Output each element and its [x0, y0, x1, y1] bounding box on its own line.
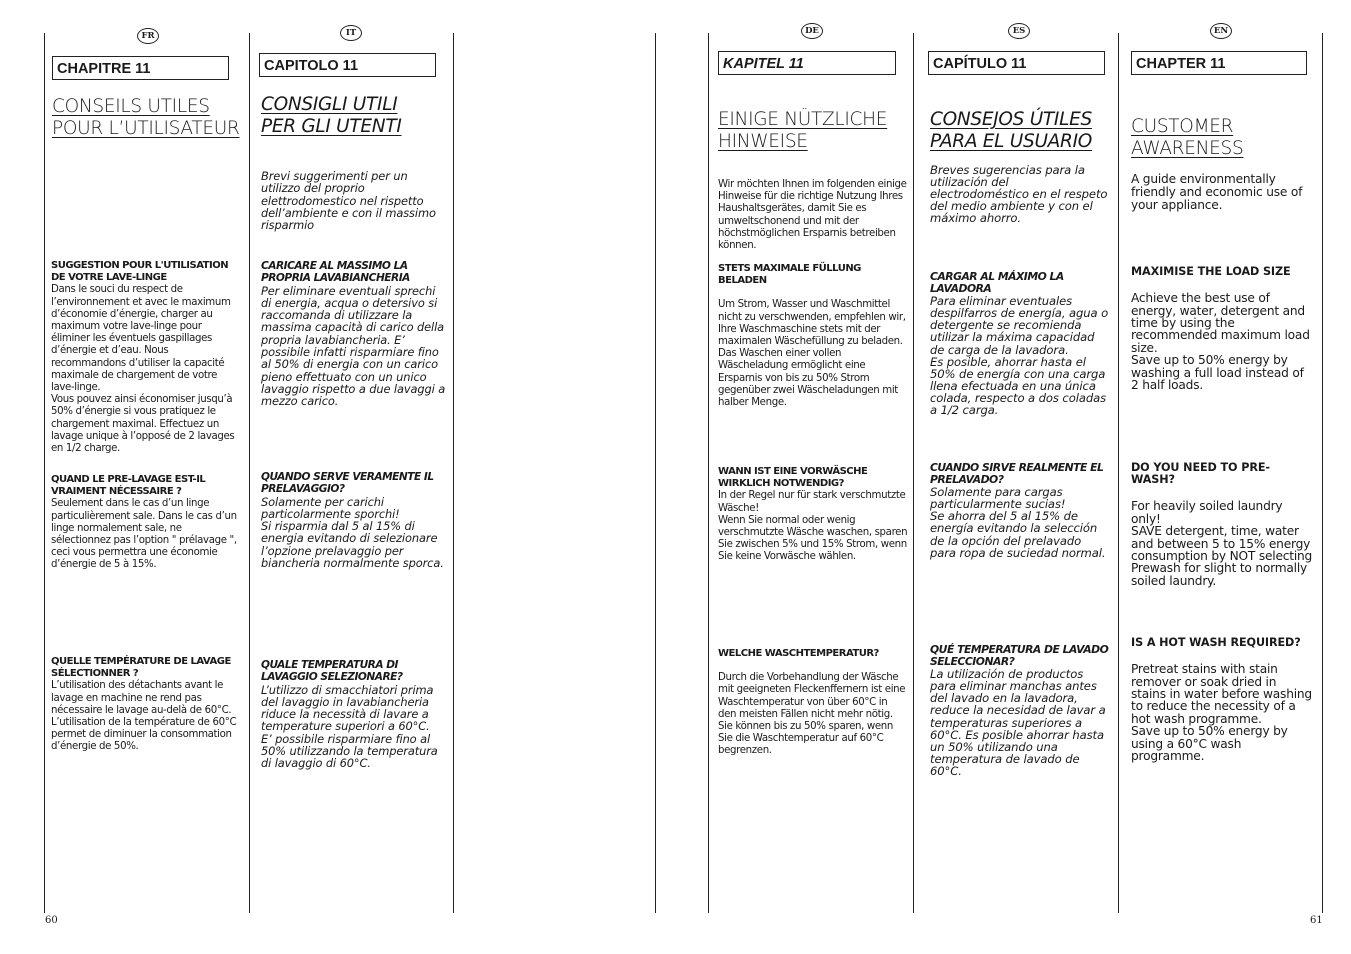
section-title-line-2: AWARENESS [1131, 138, 1244, 159]
column-divider [453, 33, 454, 913]
subheading: QUELLE TEMPÉRATURE DE LAVAGE SÉLECTIONNER ? [51, 656, 231, 680]
subheading: IS A HOT WASH REQUIRED? [1131, 636, 1301, 649]
language-badge-fr: FR [137, 28, 159, 44]
column-divider [249, 33, 250, 913]
page-number-left: 60 [45, 915, 58, 926]
intro-paragraph: Wir möchten Ihnen im folgenden einige Hinweise für die richtige Nutzung Ihres Haushaltsgerätes, damit Sie es umweltschonend und mit der höchstmöglichen Ersparnis betreiben können. [718, 179, 907, 252]
paragraph: Solamente per carichi particolarmente sporchi! Si risparmia dal 5 al 15% di energia evitando di selezionare l’opzione prelavaggio per biancheria normalmente sporca. [261, 494, 444, 571]
language-badge-es: ES [1008, 23, 1030, 39]
subheading: CUANDO SIRVE REALMENTE EL PRELAVADO? [930, 461, 1104, 487]
paragraph: Seulement dans le cas d’un linge particulièrement sale. Dans le cas d’un linge normalement sale, ne sélectionnez pas l’option " prélavage ", ceci vous permettra une économie d’énergie de 5 à 15%. [51, 498, 237, 571]
subheading: STETS MAXIMALE FÜLLUNG BELADEN [718, 263, 861, 287]
subheading: QUÉ TEMPERATURA DE LAVADO SELECCIONAR? [930, 643, 1109, 669]
section-title-de [718, 109, 887, 153]
paragraph: Pretreat stains with stain remover or soak dried in stains in water before washing to reduce the necessity of a hot wash programme. Save up to 50% energy by using a 60°C wash programme. [1131, 662, 1312, 764]
chapter-box-es: CAPÍTULO 11 [928, 51, 1105, 75]
paragraph: L’utilizzo di smacchiatori prima del lavaggio in lavabiancheria riduce la necessità di lavare a temperature superiori a 60°C. E’ possibile risparmiare fino al 50% utilizzando la temperatura di lavaggio di 60°C. [261, 682, 438, 771]
paragraph: L’utilisation des détachants avant le lavage en machine ne rend pas nécessaire le lavage au-delà de 60°C. L’utilisation de la température de 60°C permet de diminuer la consommation d’énergie de 50%. [51, 680, 237, 753]
page-number-right: 61 [1310, 915, 1323, 926]
subheading: CARICARE AL MASSIMO LA PROPRIA LAVABIANCHERIA [261, 260, 410, 285]
paragraph: Per eliminare eventuali sprechi di energia, acqua o detersivo si raccomanda di utilizzare la massima capacità di carico della propria lavabiancheria. E’ possibile infatti risparmiare fino al 50% di energia con un carico pieno effettuato con un unico lavaggio rispetto a due lavaggi a mezzo carico. [261, 283, 446, 409]
subheading: QUALE TEMPERATURA DI LAVAGGIO SELEZIONARE? [261, 659, 403, 684]
section-title-line-1: CONSEJOS ÚTILES [930, 109, 1092, 130]
chapter-box-fr: CHAPITRE 11 [52, 56, 229, 80]
paragraph: Durch die Vorbehandlung der Wäsche mit geeigneten Fleckenffernern ist eine Waschtemperatur von über 60°C in den meisten Fällen nicht mehr nötig. Sie können bis zu 50% sparen, wenn Sie die Waschtemperatur auf 60°C begrenzen. [718, 672, 906, 757]
subheading: MAXIMISE THE LOAD SIZE [1131, 265, 1291, 278]
language-badge-de: DE [801, 23, 823, 39]
section-title-line-2: PER GLI UTENTI [261, 116, 402, 137]
paragraph: Um Strom, Wasser und Waschmittel nicht zu verschwenden, empfehlen wir, Ihre Waschmaschine stets mit der maximalen Wäschefüllung zu beladen. Das Waschen einer vollen Wäscheladung ermöglicht eine Ersparnis von bis zu 50% Strom gegenüber zwei Wäscheladungen mit halber Menge. [718, 299, 906, 409]
section-title-line-2: HINWEISE [718, 131, 808, 152]
paragraph: Achieve the best use of energy, water, detergent and time by using the recommended maximum load size. Save up to 50% energy by washing a full load instead of 2 half loads. [1131, 291, 1310, 393]
paragraph: Solamente para cargas particularmente sucias! Se ahorra del 5 al 15% de energía evitando la selección de la opción del prelavado para ropa de suciedad normal. [930, 485, 1106, 560]
section-title-line-2: PARA EL USUARIO [930, 131, 1093, 152]
column-divider [655, 33, 656, 913]
intro-paragraph: A guide environmentally friendly and economic use of your appliance. [1131, 172, 1303, 212]
column-divider [1118, 33, 1119, 913]
column-divider [708, 33, 709, 913]
subheading: WANN IST EINE VORWÄSCHE WIRKLICH NOTWENDIG? [718, 466, 868, 490]
language-badge-en: EN [1210, 23, 1232, 39]
column-divider [913, 33, 914, 913]
column-divider [1322, 33, 1323, 913]
paragraph: Para eliminar eventuales despilfarros de energía, agua o detergente se recomienda utilizar la máxima capacidad de carga de la lavadora. Es posible, ahorrar hasta el 50% de energía con una carga llena efectuada en una única colada, respecto a dos coladas a 1/2 carga. [930, 294, 1109, 418]
chapter-box-de: KAPITEL 11 [718, 51, 896, 75]
subheading: DO YOU NEED TO PRE-WASH? [1131, 461, 1270, 487]
section-title-line-2: POUR L’UTILISATEUR [52, 118, 240, 139]
section-title-es [930, 109, 1092, 153]
subheading: WELCHE WASCHTEMPERATUR? [718, 648, 879, 659]
chapter-box-it: CAPITOLO 11 [259, 53, 436, 77]
intro-paragraph: Breves sugerencias para la utilización del electrodoméstico en el respeto del medio ambiente y con el máximo ahorro. [930, 163, 1108, 226]
paragraph: In der Regel nur für stark verschmutzte Wäsche! Wenn Sie normal oder wenig verschmutzte Wäsche waschen, sparen Sie zwischen 5% und 15% Strom, wenn Sie keine Vorwäsche wählen. [718, 490, 908, 563]
section-title-line-1: EINIGE NÜTZLICHE [718, 109, 888, 130]
subheading: SUGGESTION POUR L'UTILISATION DE VOTRE LAVE-LINGE [51, 260, 229, 284]
section-title-it [261, 94, 402, 138]
paragraph: For heavily soiled laundry only! SAVE detergent, time, water and between 5 to 15% energy consumption by NOT selecting Prewash for slight to normally soiled laundry. [1131, 499, 1313, 588]
subheading: QUANDO SERVE VERAMENTE IL PRELAVAGGIO? [261, 471, 434, 496]
column-divider [44, 33, 45, 913]
paragraph: Dans le souci du respect de l’environnement et avec le maximum d’économie d’énergie, charger au maximum votre lave-linge pour éliminer les éventuels gaspillages d’énergie et d’eau. Nous recommandons d’utiliser la capacité maximale de chargement de votre lave-linge. Vous pouvez ainsi économiser jusqu’à 50% d’énergie si vous pratiquez le chargement maximal. Effectuez un lavage unique à l’opposé de 2 lavages en 1/2 charge. [51, 284, 235, 455]
section-title-fr [52, 96, 240, 140]
paragraph: La utilización de productos para eliminar manchas antes del lavado en la lavadora, reduce la necesidad de lavar a temperaturas superiores a 60°C. Es posible ahorrar hasta un 50% utilizando una temperatura de lavado de 60°C. [930, 667, 1106, 778]
intro-paragraph: Brevi suggerimenti per un utilizzo del proprio elettrodomestico nel rispetto dell’ambiente e con il massimo risparmio [261, 169, 436, 233]
section-title-line-1: CONSEILS UTILES [52, 96, 210, 117]
section-title-line-1: CUSTOMER [1131, 116, 1234, 137]
language-badge-it: IT [340, 25, 362, 41]
section-title-line-1: CONSIGLI UTILI [261, 94, 398, 115]
subheading: QUAND LE PRE-LAVAGE EST-IL VRAIMENT NÉCESSAIRE ? [51, 474, 206, 498]
chapter-box-en: CHAPTER 11 [1131, 51, 1307, 75]
section-title-en [1131, 116, 1243, 160]
subheading: CARGAR AL MÁXIMO LA LAVADORA [930, 270, 1064, 296]
